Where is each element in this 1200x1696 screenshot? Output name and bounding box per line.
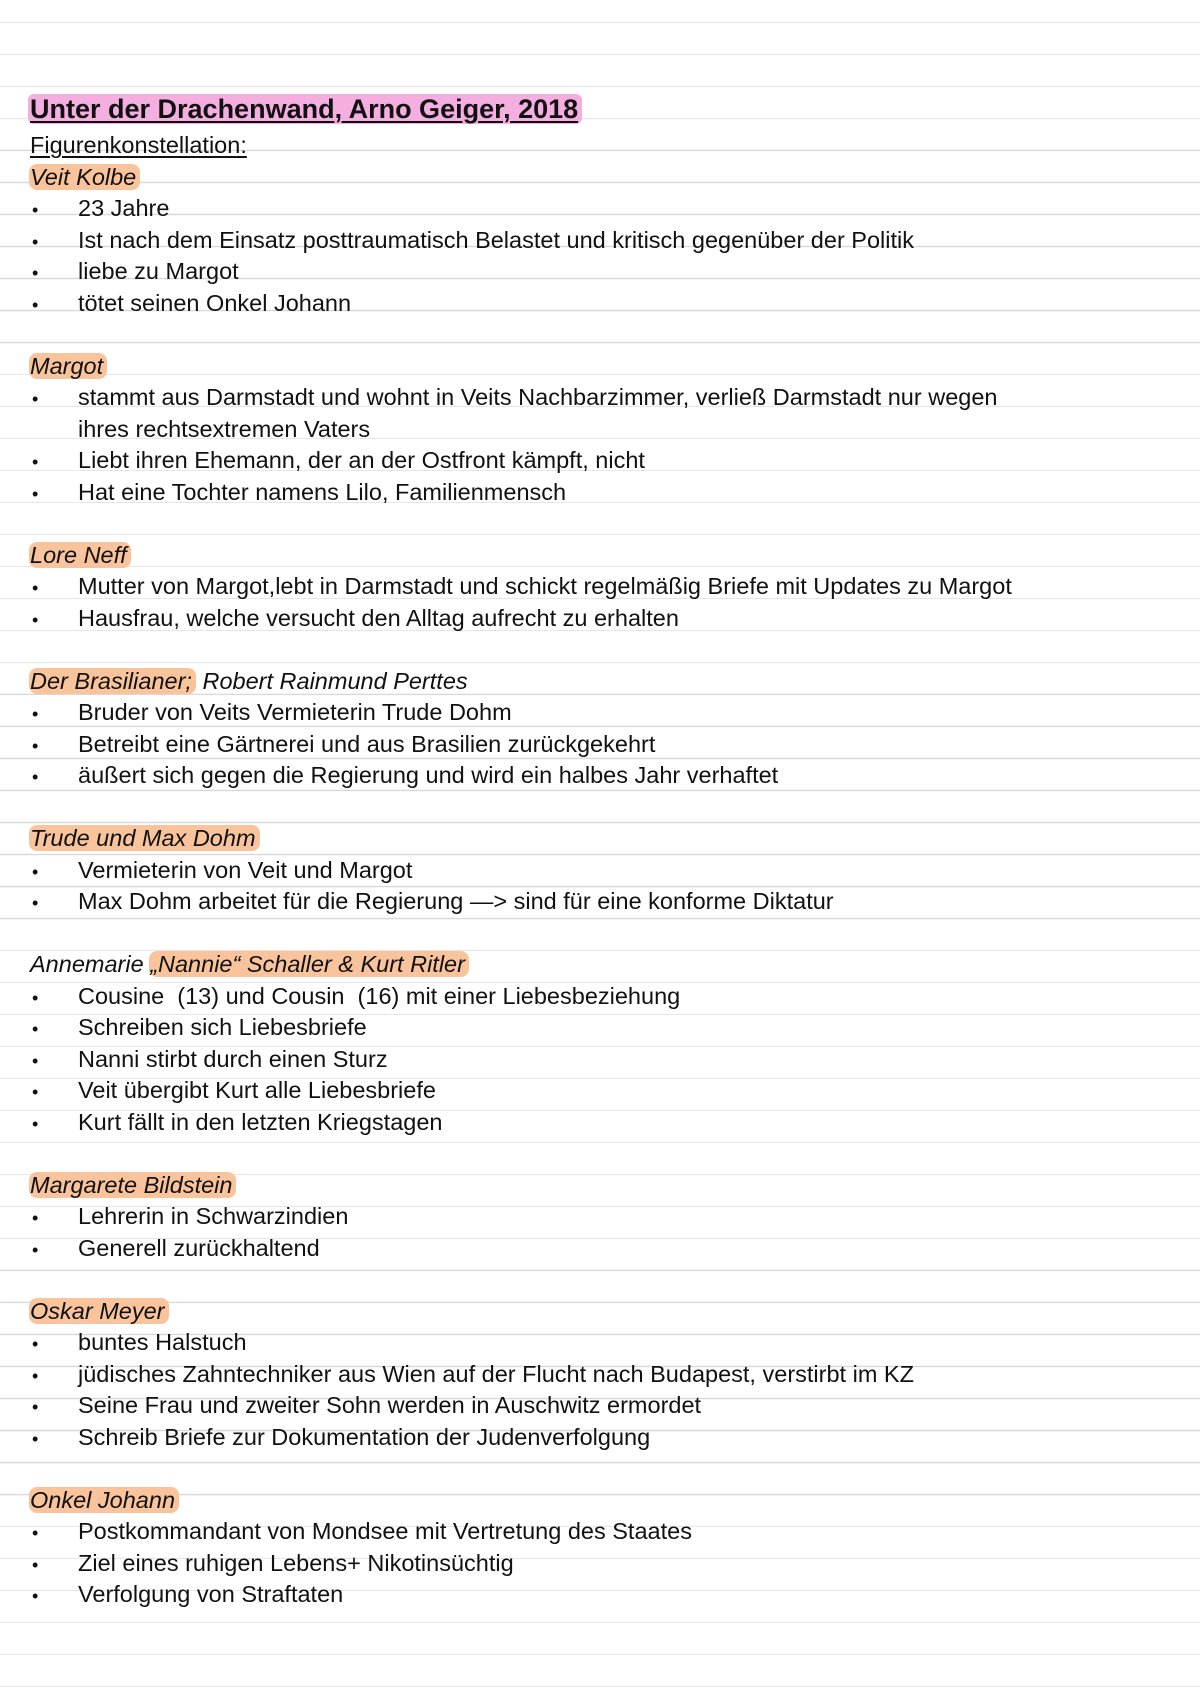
section-heading (30, 949, 1180, 981)
list-item (30, 1327, 1180, 1359)
item-text: Lehrerin in Schwarzindien (78, 1203, 349, 1229)
subheading: Figurenkonstellation: (30, 132, 247, 158)
bullet-list (30, 1201, 1180, 1264)
bullet-icon: • (32, 609, 39, 630)
section-heading (30, 162, 1180, 194)
list-item (30, 225, 1180, 257)
bullet-icon: • (32, 294, 39, 315)
bullet-icon: • (32, 1523, 39, 1543)
list-item (30, 729, 1180, 761)
section-heading (30, 1296, 1180, 1328)
section-margot (30, 351, 1180, 509)
bullet-icon: • (32, 893, 39, 913)
item-text: Schreiben sich Liebesbriefe (78, 1014, 367, 1040)
item-text: Liebt ihren Ehemann, der an der Ostfront kämpft, nicht (78, 447, 645, 473)
spacer (30, 634, 1180, 666)
spacer (30, 792, 1180, 824)
list-item (30, 288, 1180, 320)
section-onkel-johann (30, 1485, 1180, 1611)
list-item (30, 603, 1180, 635)
item-text: liebe zu Margot (78, 258, 239, 284)
bullet-icon: • (32, 263, 39, 283)
list-item (30, 193, 1180, 225)
list-item (30, 1075, 1180, 1107)
heading-highlight: Der Brasilianer; (29, 668, 196, 694)
section-margarete-bildstein (30, 1170, 1180, 1265)
list-item (30, 1201, 1180, 1233)
heading-highlight: Veit Kolbe (29, 164, 140, 190)
item-text: Schreib Briefe zur Dokumentation der Judenverfolgung (78, 1423, 651, 1450)
list-item (30, 1516, 1180, 1548)
list-item-continuation (30, 414, 1180, 446)
section-oskar-meyer (30, 1296, 1180, 1454)
bullet-icon: • (32, 1208, 39, 1228)
section-nannie-kurt (30, 949, 1180, 1138)
bullet-list (30, 1327, 1180, 1453)
bullet-icon: • (32, 389, 39, 409)
item-text: Cousine (13) und Cousin (16) mit einer Liebesbeziehung (78, 982, 681, 1009)
spacer (30, 1264, 1180, 1296)
item-text: Bruder von Veits Vermieterin Trude Dohm (78, 699, 512, 725)
item-text: Hat eine Tochter namens Lilo, Familienmensch (78, 478, 567, 505)
list-item (30, 571, 1180, 603)
item-text: Kurt fällt in den letzten Kriegstagen (78, 1108, 443, 1135)
list-item (30, 1233, 1180, 1265)
section-heading (30, 1170, 1180, 1202)
section-veit-kolbe (30, 162, 1180, 320)
bullet-icon: • (32, 861, 39, 882)
title-line (30, 88, 1180, 130)
item-text: buntes Halstuch (78, 1329, 247, 1355)
list-item (30, 1107, 1180, 1139)
item-text: stammt aus Darmstadt und wohnt in Veits Nachbarzimmer, verließ Darmstadt nur wegen (78, 384, 998, 410)
list-item (30, 445, 1180, 477)
bullet-icon: • (32, 1586, 39, 1606)
spacer (30, 1453, 1180, 1485)
list-item (30, 886, 1180, 918)
heading-highlight: Margot (29, 353, 107, 379)
item-text: Postkommandant von Mondsee mit Vertretung des Staates (78, 1518, 692, 1544)
list-item (30, 1548, 1180, 1580)
heading-highlight: „Nannie“ Schaller & Kurt Ritler (149, 951, 469, 977)
bullet-list (30, 1516, 1180, 1611)
spacer (30, 319, 1180, 351)
item-text: jüdisches Zahntechniker aus Wien auf der Flucht nach Budapest, verstirbt im KZ (78, 1360, 914, 1387)
section-lore-neff (30, 540, 1180, 635)
subheading-line (30, 130, 1180, 162)
bullet-list (30, 981, 1180, 1139)
bullet-icon: • (32, 452, 39, 472)
bullet-icon: • (32, 200, 39, 220)
item-text: Vermieterin von Veit und Margot (78, 856, 413, 883)
bullet-icon: • (32, 1554, 39, 1575)
spacer (30, 1138, 1180, 1170)
list-item (30, 981, 1180, 1013)
bullet-list (30, 382, 1180, 508)
list-item (30, 382, 1180, 414)
bullet-icon: • (32, 231, 39, 252)
list-item (30, 1012, 1180, 1044)
section-heading (30, 351, 1180, 383)
item-text: Hausfrau, welche versucht den Alltag aufrecht zu erhalten (78, 604, 679, 631)
document-title: Unter der Drachenwand, Arno Geiger, 2018 (28, 94, 582, 124)
list-item (30, 1422, 1180, 1454)
item-text: Nanni stirbt durch einen Sturz (78, 1045, 388, 1072)
item-text: Seine Frau und zweiter Sohn werden in Auschwitz ermordet (78, 1392, 702, 1418)
bullet-icon: • (32, 767, 39, 787)
item-text: Mutter von Margot,lebt in Darmstadt und schickt regelmäßig Briefe mit Updates zu Margot (78, 573, 1012, 599)
bullet-icon: • (32, 1082, 39, 1102)
section-heading (30, 666, 1180, 698)
list-item (30, 697, 1180, 729)
bullet-icon: • (32, 1050, 39, 1071)
list-item (30, 855, 1180, 887)
list-item (30, 760, 1180, 792)
section-der-brasilianer (30, 666, 1180, 792)
heading-highlight: Onkel Johann (29, 1487, 179, 1513)
item-text: Ziel eines ruhigen Lebens+ Nikotinsüchtig (78, 1549, 514, 1576)
item-text: tötet seinen Onkel Johann (78, 289, 352, 316)
note-page (30, 88, 1180, 1611)
bullet-icon: • (32, 1365, 39, 1386)
item-text: ihres rechtsextremen Vaters (78, 415, 371, 442)
item-text: äußert sich gegen die Regierung und wird ein halbes Jahr verhaftet (78, 762, 779, 788)
section-heading (30, 540, 1180, 572)
item-text: Veit übergibt Kurt alle Liebesbriefe (78, 1077, 436, 1103)
bullet-icon: • (32, 483, 39, 504)
heading-highlight: Oskar Meyer (29, 1298, 169, 1324)
item-text: Max Dohm arbeitet für die Regierung —> sind für eine konforme Diktatur (78, 888, 834, 914)
list-item (30, 1044, 1180, 1076)
bullet-icon: • (32, 1334, 39, 1354)
section-heading (30, 823, 1180, 855)
item-text: Generell zurückhaltend (78, 1234, 320, 1261)
bullet-list (30, 571, 1180, 634)
item-text: Ist nach dem Einsatz posttraumatisch Belastet und kritisch gegenüber der Politik (78, 226, 914, 253)
bullet-icon: • (32, 1019, 39, 1039)
list-item (30, 256, 1180, 288)
spacer (30, 508, 1180, 540)
section-heading (30, 1485, 1180, 1517)
heading-plain: Annemarie (30, 951, 144, 977)
bullet-icon: • (32, 704, 39, 724)
list-item (30, 1579, 1180, 1611)
bullet-list (30, 697, 1180, 792)
bullet-list (30, 193, 1180, 319)
item-text: Betreibt eine Gärtnerei und aus Brasilien zurückgekehrt (78, 730, 656, 757)
bullet-list (30, 855, 1180, 918)
heading-highlight: Lore Neff (29, 542, 131, 568)
list-item (30, 1359, 1180, 1391)
heading-highlight: Margarete Bildstein (29, 1172, 236, 1198)
spacer (30, 918, 1180, 950)
list-item (30, 1390, 1180, 1422)
bullet-icon: • (32, 578, 39, 598)
heading-highlight: Trude und Max Dohm (29, 825, 260, 851)
bullet-icon: • (32, 1113, 39, 1134)
bullet-icon: • (32, 1428, 39, 1449)
bullet-icon: • (32, 1239, 39, 1260)
item-text: 23 Jahre (78, 195, 170, 221)
bullet-icon: • (32, 735, 39, 756)
bullet-icon: • (32, 987, 39, 1008)
list-item (30, 477, 1180, 509)
heading-rest: Robert Rainmund Perttes (202, 667, 468, 694)
item-text: Verfolgung von Straftaten (78, 1581, 344, 1607)
section-trude-max-dohm (30, 823, 1180, 918)
bullet-icon: • (32, 1397, 39, 1417)
